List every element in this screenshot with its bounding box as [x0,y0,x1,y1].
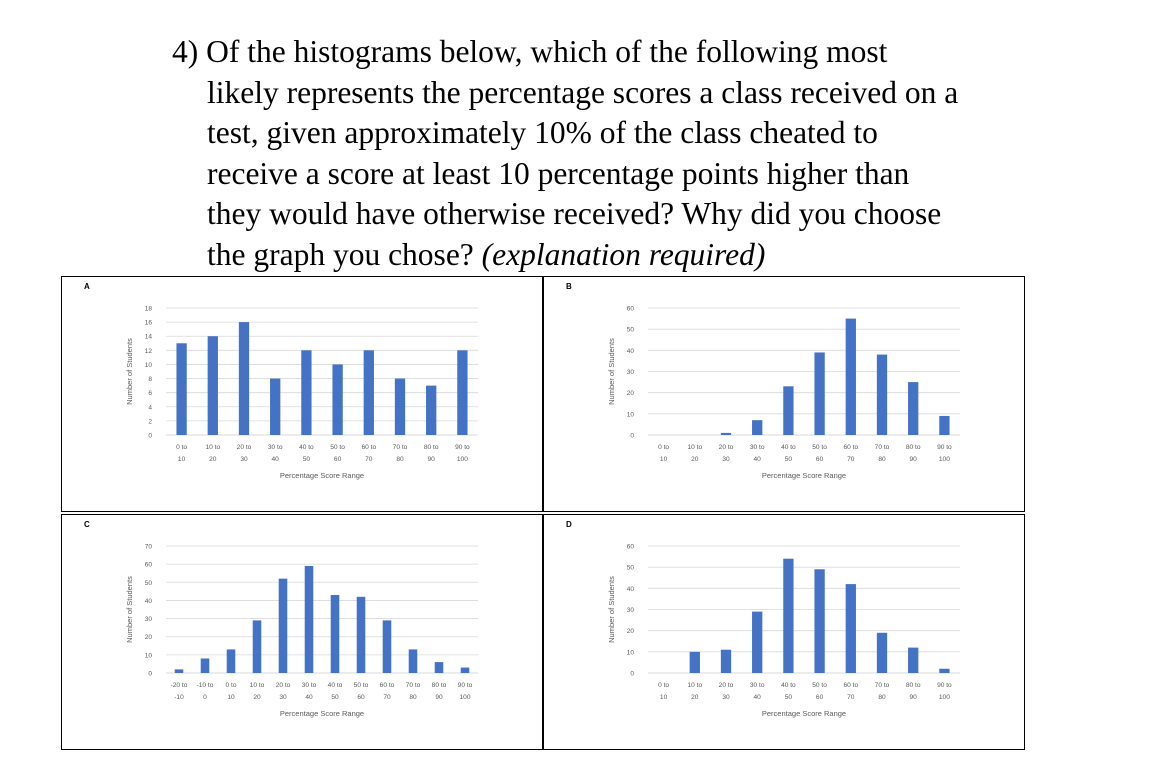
x-tick-label-bottom: 70 [383,694,391,701]
histogram-bar [690,652,700,673]
histogram-bar [814,569,824,673]
x-tick-label-top: 40 to [781,682,796,689]
x-tick-label-top: 60 to [843,682,859,689]
x-tick-label-top: 70 to [405,682,421,689]
y-tick-label: 2 [148,418,152,426]
x-tick-label-bottom: 70 [365,456,373,463]
histogram-bar [305,566,314,673]
histogram-bar [253,620,262,673]
panel-label-a: A [84,282,90,291]
histogram-bar [783,559,793,673]
y-tick-label: 8 [148,376,152,384]
y-tick-label: 14 [144,333,152,341]
x-tick-label-top: -20 to [170,682,188,689]
question-line-2: likely represents the percentage scores a class received on a [207,74,959,110]
x-tick-label-top: 10 to [687,444,703,451]
x-tick-label-bottom: 50 [331,694,339,701]
y-tick-label: 20 [144,634,152,642]
histogram-bar [721,433,731,435]
histogram-bar [426,386,436,435]
panel-label-d: D [566,520,572,529]
x-tick-label-top: 20 to [718,682,734,689]
x-tick-label-bottom: 10 [659,694,668,701]
x-tick-label-bottom: -10 [174,694,184,701]
x-tick-label-top: 60 to [361,444,377,451]
histogram-bar [409,649,418,673]
x-tick-label-top: 50 to [812,444,827,451]
x-axis-title: Percentage Score Range [279,709,365,718]
y-tick-label: 50 [626,564,634,572]
histogram-bar [752,420,762,435]
x-tick-label-bottom: 50 [784,694,793,701]
y-tick-label: 6 [148,390,152,398]
x-tick-label-top: 30 to [749,682,765,689]
histogram-bar [227,649,236,673]
y-tick-label: 40 [144,597,152,605]
chart-panel-a [61,276,543,512]
x-tick-label-top: 70 to [874,682,890,689]
x-tick-label-top: 40 to [781,444,796,451]
histogram-bar [939,669,949,673]
question-line-4: receive a score at least 10 percentage points higher than [207,155,910,191]
x-tick-label-top: 20 to [275,682,291,689]
histogram-d [544,515,1026,751]
histogram-c [62,515,544,751]
x-tick-label-top: 50 to [812,682,827,689]
x-axis-title: Percentage Score Range [279,471,365,480]
x-tick-label-bottom: 30 [279,694,287,701]
chart-panel-b [543,276,1025,512]
y-tick-label: 20 [626,390,634,398]
histogram-bar [939,416,949,435]
x-tick-label-bottom: 20 [253,694,261,701]
x-tick-label-top: -10 to [196,682,214,689]
x-tick-label-top: 30 to [749,444,765,451]
histogram-bar [208,336,218,435]
x-tick-label-top: 10 to [687,682,703,689]
x-tick-label-bottom: 30 [722,456,730,463]
x-tick-label-top: 20 to [236,444,252,451]
x-tick-label-bottom: 0 [203,694,207,701]
x-axis-title: Percentage Score Range [761,471,847,480]
x-tick-label-bottom: 100 [938,456,950,463]
histogram-bar [783,386,793,435]
x-tick-label-bottom: 80 [878,456,886,463]
histogram-bar [461,668,470,673]
x-tick-label-top: 10 to [249,682,265,689]
x-tick-label-bottom: 60 [815,694,824,701]
x-tick-label-bottom: 40 [753,456,761,463]
x-tick-label-top: 90 to [937,444,952,451]
x-tick-label-top: 40 to [299,444,314,451]
histogram-bar [457,350,467,435]
question-line-5: they would have otherwise received? Why did you choose [207,196,942,231]
y-tick-label: 12 [144,347,152,355]
x-tick-label-bottom: 30 [240,456,248,463]
histogram-bar [301,350,311,435]
histogram-bar [279,579,288,673]
y-tick-label: 16 [144,319,152,327]
x-tick-label-top: 70 to [874,444,890,451]
x-tick-label-top: 40 to [327,682,343,689]
x-tick-label-top: 0 to [658,444,670,451]
x-tick-label-top: 80 to [423,444,439,451]
histogram-bar [364,350,374,435]
x-tick-label-bottom: 50 [784,456,793,463]
x-tick-label-bottom: 100 [938,694,950,701]
x-tick-label-bottom: 10 [177,456,186,463]
histogram-b [544,277,1026,513]
histogram-bar [721,650,731,673]
x-tick-label-bottom: 10 [659,456,668,463]
x-tick-label-bottom: 80 [396,456,404,463]
x-tick-label-top: 90 to [937,682,952,689]
x-tick-label-bottom: 20 [691,456,699,463]
question-line-1: 4) Of the histograms below, which of the following most [172,34,888,69]
x-tick-label-top: 50 to [353,682,369,689]
histogram-bar [175,669,184,673]
y-tick-label: 40 [626,585,634,593]
x-tick-label-top: 0 to [176,444,188,451]
x-tick-label-bottom: 70 [847,694,855,701]
x-tick-label-bottom: 60 [333,456,342,463]
x-tick-label-bottom: 100 [456,456,468,463]
x-tick-label-top: 20 to [718,444,734,451]
x-tick-label-top: 90 to [457,682,473,689]
y-tick-label: 50 [626,326,634,334]
x-tick-label-bottom: 70 [847,456,855,463]
question-line-6: the graph you chose? [207,236,474,272]
y-tick-label: 0 [148,432,152,440]
histogram-bar [908,382,918,435]
x-tick-label-top: 60 to [843,444,859,451]
y-axis-title: Number of Students [607,576,616,643]
y-tick-label: 30 [626,607,634,614]
y-tick-label: 10 [144,652,152,660]
x-tick-label-top: 70 to [392,444,408,451]
y-tick-label: 50 [144,579,152,587]
x-tick-label-bottom: 20 [209,456,217,463]
x-tick-label-bottom: 80 [409,694,417,701]
x-tick-label-top: 10 to [205,444,221,451]
y-tick-label: 10 [626,411,634,419]
y-tick-label: 4 [148,404,152,412]
x-tick-label-top: 60 to [379,682,395,689]
y-tick-label: 60 [144,561,152,569]
x-tick-label-bottom: 90 [909,456,917,463]
x-tick-label-bottom: 10 [227,694,235,701]
histogram-bar [176,343,186,435]
y-axis-title: Number of Students [607,338,616,405]
y-tick-label: 60 [626,305,634,313]
y-tick-label: 18 [144,305,152,313]
x-tick-label-top: 30 to [267,444,283,451]
histogram-bar [846,319,856,435]
histogram-bar [383,620,392,673]
histogram-bar [877,633,887,673]
y-tick-label: 10 [626,649,634,657]
histogram-bar [357,597,366,673]
x-tick-label-top: 0 to [658,682,670,689]
histogram-bar [752,612,762,673]
question-text [172,32,1072,275]
x-tick-label-top: 80 to [431,682,447,689]
y-tick-label: 60 [626,543,634,551]
x-tick-label-top: 30 to [301,682,317,689]
x-tick-label-bottom: 40 [753,694,761,701]
question-line-3: test, given approximately 10% of the class cheated to [207,115,878,150]
x-tick-label-bottom: 50 [302,456,311,463]
histogram-grid [61,276,1027,752]
x-tick-label-top: 0 to [225,682,237,689]
histogram-a [62,277,544,513]
y-tick-label: 40 [626,347,634,355]
x-tick-label-bottom: 90 [427,456,435,463]
x-tick-label-bottom: 40 [305,694,313,701]
y-tick-label: 0 [630,670,634,678]
histogram-bar [814,352,824,435]
x-tick-label-top: 50 to [330,444,345,451]
y-tick-label: 10 [144,361,152,369]
x-tick-label-bottom: 90 [909,694,917,701]
explanation-note: (explanation required) [481,236,766,272]
x-tick-label-top: 80 to [905,444,921,451]
y-tick-label: 30 [144,616,152,624]
chart-panel-d [543,514,1025,750]
panel-label-c: C [84,520,90,529]
x-tick-label-bottom: 60 [357,694,365,701]
histogram-bar [846,584,856,673]
y-axis-title: Number of Students [125,338,134,405]
histogram-bar [395,379,405,435]
x-tick-label-top: 90 to [455,444,470,451]
histogram-bar [201,658,210,673]
x-tick-label-bottom: 100 [459,694,471,701]
histogram-bar [239,322,249,435]
y-tick-label: 70 [144,543,152,551]
histogram-bar [877,355,887,435]
panel-label-b: B [566,282,572,291]
x-tick-label-bottom: 30 [722,694,730,701]
histogram-bar [270,379,280,435]
x-tick-label-bottom: 90 [435,694,443,701]
x-tick-label-bottom: 40 [271,456,279,463]
y-tick-label: 0 [148,670,152,678]
x-tick-label-top: 80 to [905,682,921,689]
y-tick-label: 20 [626,628,634,636]
x-tick-label-bottom: 80 [878,694,886,701]
chart-panel-c [61,514,543,750]
histogram-bar [332,364,342,435]
histogram-bar [435,662,444,673]
x-tick-label-bottom: 60 [815,456,824,463]
x-tick-label-bottom: 20 [691,694,699,701]
histogram-bar [331,595,340,673]
y-tick-label: 30 [626,369,634,376]
x-axis-title: Percentage Score Range [761,709,847,718]
y-axis-title: Number of Students [125,576,134,643]
histogram-bar [908,648,918,673]
y-tick-label: 0 [630,432,634,440]
